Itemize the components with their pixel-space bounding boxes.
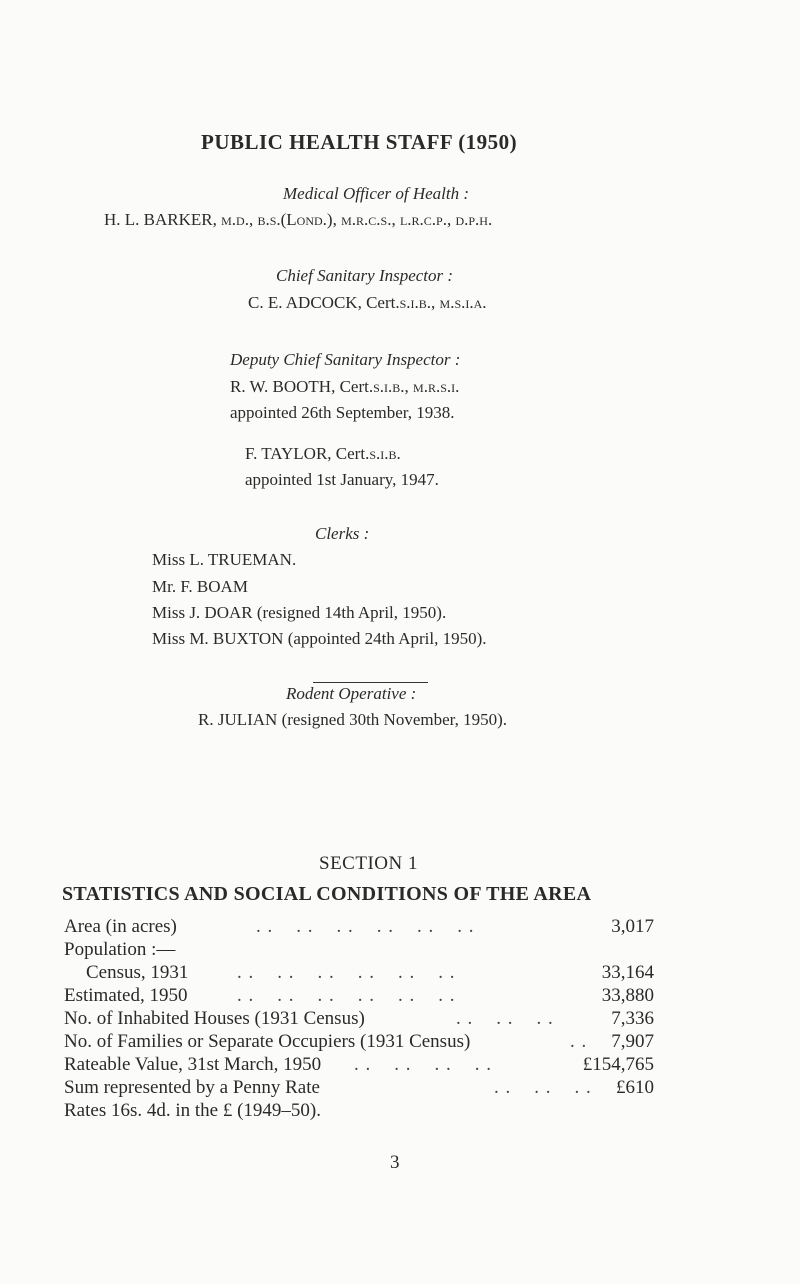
clerks-role: Clerks : [315, 524, 370, 543]
leader-dots: . . . . . . . . [354, 1054, 492, 1075]
stat-value: 33,164 [601, 962, 654, 983]
dcsi1-appointed: appointed 26th September, 1938. [230, 403, 455, 422]
csi-quals: s.i.b., m.s.i.a. [399, 293, 487, 312]
stat-value: 7,336 [611, 1008, 654, 1029]
stat-label: Census, 1931 [86, 962, 189, 983]
stat-label: Sum represented by a Penny Rate [64, 1077, 320, 1098]
stat-row-census [86, 962, 654, 986]
stat-label: Population :— [64, 939, 176, 960]
stat-row-penny [64, 1077, 654, 1101]
csi-role: Chief Sanitary Inspector : [276, 266, 454, 285]
stat-value: £610 [616, 1077, 654, 1098]
stat-row-population [64, 939, 654, 963]
clerk-item: Miss J. DOAR (resigned 14th April, 1950). [152, 603, 447, 622]
leader-dots: . . . . . . [456, 1008, 554, 1029]
csi-line [248, 293, 487, 313]
leader-dots: . . . . . . [494, 1077, 592, 1098]
stat-label: Rateable Value, 31st March, 1950 [64, 1054, 322, 1075]
page-number: 3 [390, 1152, 400, 1173]
rodent-name: R. JULIAN (resigned 30th November, 1950). [198, 710, 508, 729]
dcsi2-appointed: appointed 1st January, 1947. [245, 470, 439, 489]
leader-dots: . . . . . . . . . . . . [256, 916, 475, 937]
stat-row-area [64, 916, 654, 940]
stat-value: 3,017 [611, 916, 654, 937]
dcsi1-quals: s.i.b., m.r.s.i. [373, 377, 460, 396]
moh-quals: m.d., b.s.(Lond.), m.r.c.s., l.r.c.p., d.p.h. [221, 210, 493, 229]
dcsi2-name: F. TAYLOR, Cert. [245, 444, 370, 463]
stat-label: No. of Families or Separate Occupiers (1931 Census) [64, 1031, 471, 1052]
dcsi-role: Deputy Chief Sanitary Inspector : [230, 350, 461, 369]
stat-row-families [64, 1031, 654, 1055]
stat-row-estimated [64, 985, 654, 1009]
leader-dots: . . . . . . . . . . . . [237, 962, 456, 983]
csi-name: C. E. ADCOCK, Cert. [248, 293, 400, 312]
dcsi2-line [245, 444, 401, 464]
leader-dots: . . [570, 1031, 588, 1052]
dcsi1-line [230, 377, 459, 397]
stat-value: 33,880 [601, 985, 654, 1006]
dcsi1-name: R. W. BOOTH, Cert. [230, 377, 374, 396]
clerk-item: Mr. F. BOAM [152, 577, 248, 596]
section-label: SECTION 1 [319, 853, 418, 874]
moh-line [104, 210, 492, 230]
stat-value: £154,765 [582, 1054, 654, 1075]
staff-title: PUBLIC HEALTH STAFF (1950) [201, 130, 518, 154]
stat-label: Rates 16s. 4d. in the £ (1949–50). [64, 1100, 322, 1121]
stat-label: No. of Inhabited Houses (1931 Census) [64, 1008, 365, 1029]
section-heading: STATISTICS AND SOCIAL CONDITIONS OF THE AREA [62, 883, 592, 905]
divider-rule [313, 682, 428, 683]
stat-row-houses [64, 1008, 654, 1032]
stat-row-rates [64, 1100, 654, 1124]
stat-label: Estimated, 1950 [64, 985, 188, 1006]
leader-dots: . . . . . . . . . . . . [237, 985, 456, 1006]
dcsi2-quals: s.i.b. [369, 444, 401, 463]
stat-value: 7,907 [611, 1031, 654, 1052]
stat-label: Area (in acres) [64, 916, 177, 937]
moh-role: Medical Officer of Health : [283, 184, 470, 203]
stat-row-rateable [64, 1054, 654, 1078]
clerk-item: Miss L. TRUEMAN. [152, 550, 297, 569]
moh-name: H. L. BARKER, [104, 210, 217, 229]
rodent-role: Rodent Operative : [286, 684, 417, 703]
clerk-item: Miss M. BUXTON (appointed 24th April, 1950). [152, 629, 487, 648]
